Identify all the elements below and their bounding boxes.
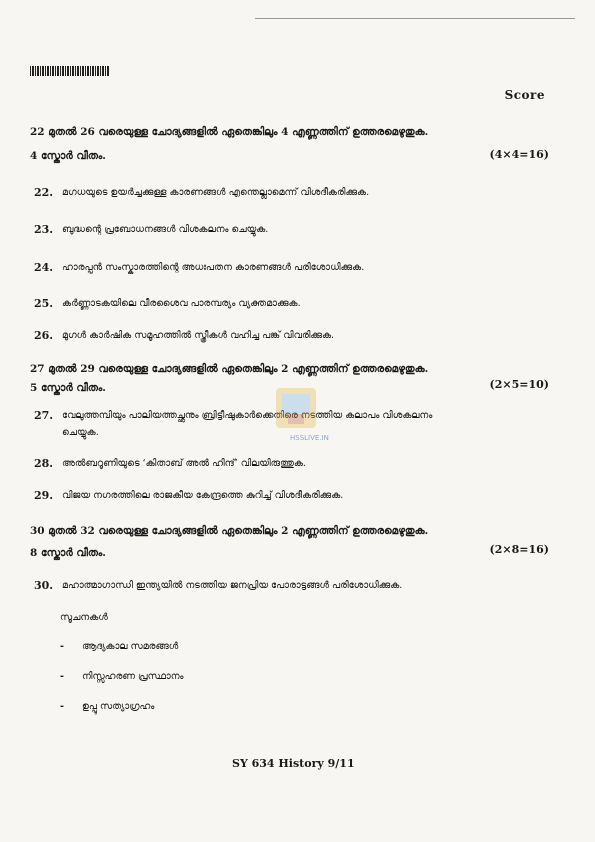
bullet: - xyxy=(60,701,64,712)
question-number: 22. xyxy=(34,186,54,199)
question-text: ബുദ്ധന്റെ പ്രബോധനങ്ങൾ വിശകലനം ചെയ്യുക. xyxy=(62,224,269,235)
hint-item xyxy=(60,671,184,682)
barcode xyxy=(30,66,110,76)
question-text: മഗധയുടെ ഉയർച്ചക്കുള്ള കാരണങ്ങൾ എന്തെല്ലാമെന്ന് വിശദീകരിക്കുക. xyxy=(62,187,370,198)
question-text: മഹാത്മാഗാന്ധി ഇന്ത്യയിൽ നടത്തിയ ജനപ്രിയ പോരാട്ടങ്ങൾ പരിശോധിക്കുക. xyxy=(62,580,403,591)
section-instruction: 27 മുതൽ 29 വരെയുള്ള ചോദ്യങ്ങളിൽ ഏതെങ്കിലും 2 എണ്ണത്തിന് ഉത്തരമെഴുതുക. xyxy=(30,363,429,375)
page-footer: SY 634 History 9/11 xyxy=(232,757,355,770)
section-marks-note: 5 സ്കോർ വീതം. xyxy=(30,382,106,394)
question-29 xyxy=(34,487,554,504)
question-30 xyxy=(34,577,554,594)
question-text: ഹാരപ്പൻ സംസ്കാരത്തിന്റെ അധഃപതന കാരണങ്ങൾ പരിശോധിക്കുക. xyxy=(62,262,365,273)
watermark-text: HSSLIVE.IN xyxy=(290,434,329,442)
question-28 xyxy=(34,455,554,472)
question-text: വിജയ നഗരത്തിലെ രാജകീയ കേന്ദ്രത്തെ കുറിച്ച് വിശദീകരിക്കുക. xyxy=(62,490,344,501)
question-number: 26. xyxy=(34,329,54,342)
bullet: - xyxy=(60,671,64,682)
section-marks: (4×4=16) xyxy=(489,148,549,161)
question-24 xyxy=(34,259,554,276)
score-heading: Score xyxy=(504,88,545,102)
question-number: 24. xyxy=(34,261,54,274)
question-26 xyxy=(34,327,554,344)
section-marks: (2×5=10) xyxy=(489,378,549,391)
section-marks-note: 4 സ്കോർ വീതം. xyxy=(30,150,106,162)
hints-title: സൂചനകൾ xyxy=(60,612,108,623)
question-23 xyxy=(34,221,554,238)
question-number: 29. xyxy=(34,489,54,502)
section-instruction: 22 മുതൽ 26 വരെയുള്ള ചോദ്യങ്ങളിൽ ഏതെങ്കിലും 4 എണ്ണത്തിന് ഉത്തരമെഴുതുക. xyxy=(30,126,429,138)
question-text: കർണ്ണാടകയിലെ വീരശൈവ പാരമ്പര്യം വ്യക്തമാക്കുക. xyxy=(62,298,301,309)
hint-item xyxy=(60,641,178,652)
hint-text: ആദ്യകാല സമരങ്ങൾ xyxy=(82,641,179,652)
question-text: അൽബറൂണിയുടെ ‘കിതാബ് അൽ ഹിന്ദ്’ വിലയിരുത്തുക. xyxy=(62,458,306,469)
hint-text: ഉപ്പു സത്യാഗ്രഹം xyxy=(82,701,155,712)
top-rule xyxy=(255,18,575,19)
question-number: 28. xyxy=(34,457,54,470)
section-marks-note: 8 സ്കോർ വീതം. xyxy=(30,547,106,559)
question-number: 23. xyxy=(34,223,54,236)
question-22 xyxy=(34,184,554,201)
hint-item xyxy=(60,701,154,712)
question-number: 25. xyxy=(34,297,54,310)
question-text-line: വേലുത്തമ്പിയും പാലിയത്തച്ഛനും ബ്രിട്ടീഷുകാർക്കെതിരെ നടത്തിയ കലാപം വിശകലനം xyxy=(62,410,433,421)
question-text xyxy=(62,407,432,441)
section-instruction: 30 മുതൽ 32 വരെയുള്ള ചോദ്യങ്ങളിൽ ഏതെങ്കിലും 2 എണ്ണത്തിന് ഉത്തരമെഴുതുക. xyxy=(30,525,429,537)
question-number: 30. xyxy=(34,579,54,592)
question-number: 27. xyxy=(34,409,54,422)
hsslive-logo-icon xyxy=(268,384,324,440)
bullet: - xyxy=(60,641,64,652)
section-marks: (2×8=16) xyxy=(489,543,549,556)
question-text-line: ചെയ്യുക. xyxy=(62,427,99,438)
question-25 xyxy=(34,295,554,312)
hint-text: നിസ്സഹരണ പ്രസ്ഥാനം xyxy=(82,671,184,682)
question-text: മുഗൾ കാർഷിക സമൂഹത്തിൽ സ്ത്രീകൾ വഹിച്ച പങ്ക് വിവരിക്കുക. xyxy=(62,330,335,341)
